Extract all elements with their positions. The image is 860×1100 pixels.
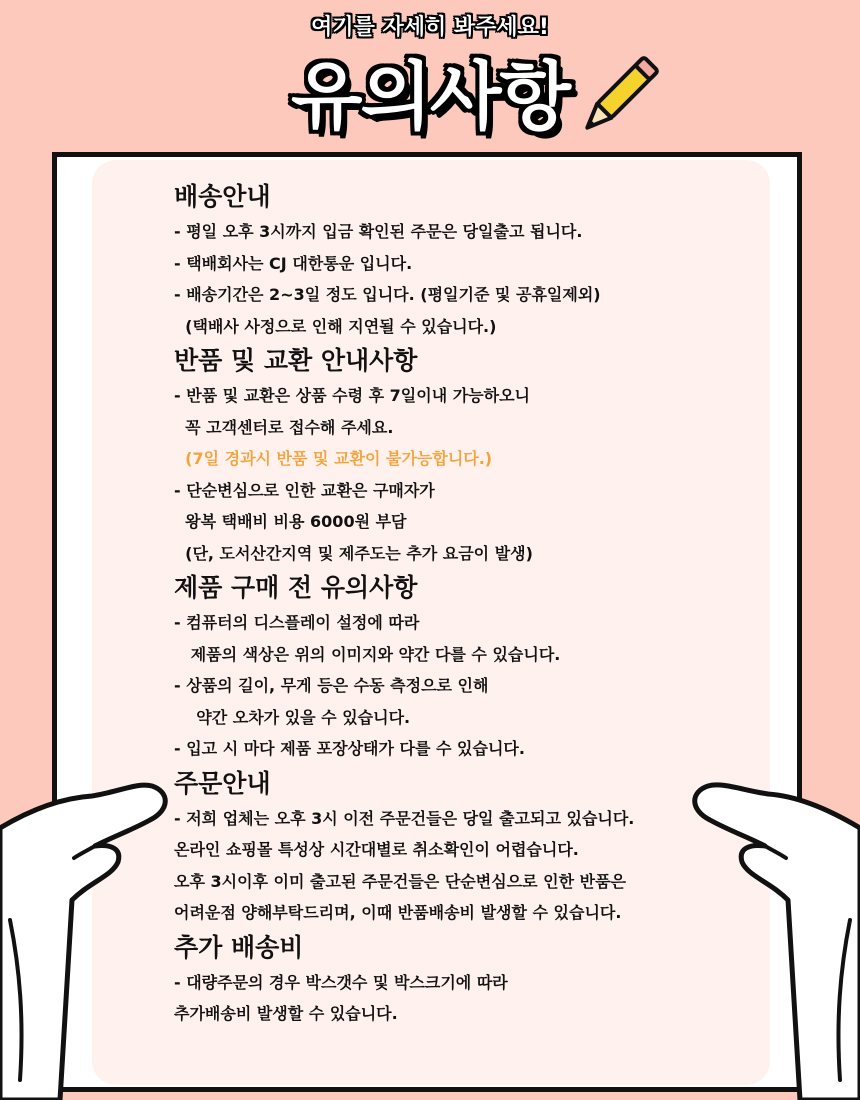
product-line: - 입고 시 마다 제품 포장상태가 다를 수 있습니다. xyxy=(174,739,525,758)
section-title-shipping: 배송안내 xyxy=(174,182,271,211)
extra-line: 추가배송비 발생할 수 있습니다. xyxy=(174,1004,398,1023)
page-title: 유의사항 xyxy=(291,54,569,140)
section-title-product: 제품 구매 전 유의사항 xyxy=(174,573,418,602)
left-hand-illustration xyxy=(0,770,180,1100)
shipping-line: (택배사 사정으로 인해 지연될 수 있습니다.) xyxy=(174,316,497,336)
order-line: 오후 3시이후 이미 출고된 주문건들은 단순변심으로 인한 반품은 xyxy=(174,871,626,891)
product-line: 약간 오차가 있을 수 있습니다. xyxy=(174,707,411,727)
header-subtitle: 여기를 자세히 봐주세요! xyxy=(311,15,549,40)
product-line: - 컴퓨터의 디스플레이 설정에 따라 xyxy=(174,613,420,632)
product-line: 제품의 색상은 위의 이미지와 약간 다를 수 있습니다. xyxy=(174,644,561,664)
extra-line: - 대량주문의 경우 박스갯수 및 박스크기에 따라 xyxy=(174,972,508,992)
order-line: - 저희 업체는 오후 3시 이전 주문건들은 당일 출고되고 있습니다. xyxy=(174,808,635,828)
shipping-line: - 평일 오후 3시까지 입금 확인된 주문은 당일출고 됩니다. xyxy=(174,222,583,241)
section-title-extra: 추가 배송비 xyxy=(174,932,304,962)
shipping-line: - 택배회사는 CJ 대한통운 입니다. xyxy=(174,253,413,273)
returns-line: (단, 도서산간지역 및 제주도는 추가 요금이 발생) xyxy=(174,543,533,563)
pencil-icon xyxy=(575,56,660,141)
section-title-returns: 반품 및 교환 안내사항 xyxy=(174,346,418,375)
order-line: 온라인 쇼핑몰 특성상 시간대별로 취소확인이 어렵습니다. xyxy=(174,840,579,859)
shipping-line: - 배송기간은 2~3일 정도 입니다. (평일기준 및 공휴일제외) xyxy=(174,285,601,304)
product-line: - 상품의 길이, 무게 등은 수동 측정으로 인해 xyxy=(174,676,489,695)
returns-line: - 단순변심으로 인한 교환은 구매자가 xyxy=(174,480,435,500)
order-line: 어려운점 양해부탁드리며, 이때 반품배송비 발생할 수 있습니다. xyxy=(174,903,622,922)
section-title-order: 주문안내 xyxy=(174,768,271,798)
returns-line: 꼭 고객센터로 접수해 주세요. xyxy=(174,417,394,437)
returns-line: - 반품 및 교환은 상품 수령 후 7일이내 가능하오니 xyxy=(174,386,531,405)
returns-line: 왕복 택배비 비용 6000원 부담 xyxy=(174,512,407,531)
notice-content xyxy=(174,178,774,1030)
returns-warning-line: (7일 경과시 반품 및 교환이 불가능합니다.) xyxy=(174,449,493,468)
